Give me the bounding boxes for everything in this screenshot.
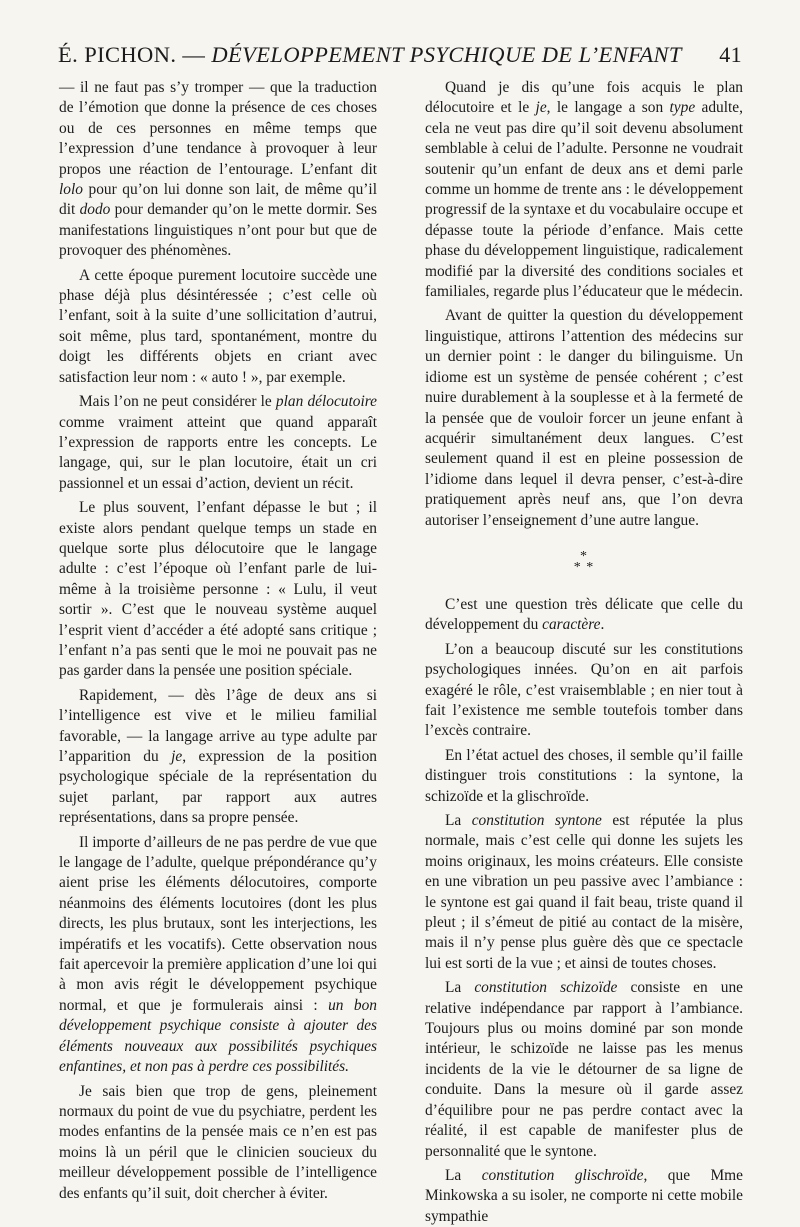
paragraph: Il importe d’ailleurs de ne pas perdre de vue que le langage de l’adulte, quelque prépondérance qu’y aient prise les éléments délocutoires, comporte néanmoins des éléments locutoires (dont les plus directs, les plus brutaux, sont les interjections, les impératifs et les vocatifs). Cette observation nous fait apercevoir la première application d’une loi qui à mon avis régit le développement psychique normal, et que je formulerais ainsi : un bon développement psychique consiste à ajouter des éléments nouveaux aux possibilités psychiques enfantines, et non pas à perdre ces possibilités.: [59, 833, 377, 1076]
right-column: [425, 78, 743, 1227]
page-number: 41: [719, 42, 742, 67]
paragraph: La constitution schizoïde consiste en une relative indépendance par rapport à l’ambiance. Toujours plus ou moins dominé par son monde intérieur, le schizoïde ne laisse pas les menus incidents de la vie le détourner de sa ligne de conduite. Dans la mesure où il garde assez d’équilibre pour ne pas perdre contact avec la réalité, il est capable de manifester plus de personnalité que le syntone.: [425, 979, 743, 1160]
paragraph: Le plus souvent, l’enfant dépasse le but ; il existe alors pendant quelque temps un stade en quelque sorte plus délocutoire que le langage adulte : c’est l’époque où l’enfant parle de lui-même à la troisième personne : « Lulu, il veut sortir ». C’est que le nouveau système auquel l’esprit vient d’accéder a été adopté sans critique ; l’enfant n’a pas senti que le moi ne pouvait pas ne pas garder dans la pensée une position spéciale.: [59, 499, 377, 680]
left-column: [59, 78, 377, 1204]
paragraph: C’est une question très délicate que celle du développement du caractère.: [425, 595, 743, 634]
header-article-title: DÉVELOPPEMENT PSYCHIQUE DE L’ENFANT: [211, 42, 682, 67]
paragraph: Avant de quitter la question du développement linguistique, attirons l’attention des médecins sur un dernier point : le danger du bilinguisme. Un idiome est un système de pensée cohérent ; c’est nuire durablement à la souplesse et à la fermeté de la pensée que de vouloir forcer un jeune enfant à acquérir simultanément deux langues. C’est seulement quand il est en pleine possession de l’idiome dans lequel il devra penser, c’est-à-dire pratiquement après neuf ans, que l’on devra autoriser l’enseignement d’une autre langue.: [425, 307, 743, 529]
paragraph: Je sais bien que trop de gens, pleinement normaux du point de vue du psychiatre, perdent les modes enfantins de la pensée mais ce n’en est pas moins là un péril que le clinicien soucieux du meilleur développement possible de l’intelligence des enfants qu’il suit, doit chercher à éviter.: [59, 1082, 377, 1202]
running-header: [58, 42, 742, 68]
paragraph: La constitution syntone est réputée la plus normale, mais c’est celle qui donne les sujets les moins originaux, les moins créateurs. Elle consiste en une vibration un peu passive avec l’ambiance : le syntone est gai quand il fait beau, triste quand il pleut ; il s’émeut de pitié au contact de la misère, mais il n’y pense plus guère dès que ce spectacle lui est sorti de la vue ; et ainsi de toutes choses.: [425, 812, 743, 972]
section-separator-asterism: * * *: [573, 548, 595, 575]
paragraph: En l’état actuel des choses, il semble qu’il faille distinguer trois constitutions : la syntone, la schizoïde et la glischroïde.: [425, 746, 743, 805]
paragraph: La constitution glischroïde, que Mme Minkowska a su isoler, ne comporte ni cette mobile sympathie: [425, 1166, 743, 1225]
paragraph: L’on a beaucoup discuté sur les constitutions psychologiques innées. Qu’on en ait parfois exagéré le rôle, c’est vraisemblable ; en nier tout à fait l’existence me semble toutefois tomber dans l’excès contraire.: [425, 640, 743, 740]
header-author: É. PICHON. —: [58, 42, 212, 67]
paragraph: — il ne faut pas s’y tromper — que la traduction de l’émotion que donne la présence de ces choses ou de ces personnes en même temps que l’expression d’une tendance à provoquer à leur propos une réaction de l’entourage. L’enfant dit lolo pour qu’on lui donne son lait, de même qu’il dit dodo pour demander qu’on le mette dormir. Ses manifestations linguistiques n’ont pour but que de provoquer des phénomènes.: [59, 79, 377, 260]
paragraph: A cette époque purement locutoire succède une phase déjà plus désintéressée ; c’est celle où l’enfant, soit à la suite d’une sollicitation d’autrui, soit même, plus tard, spontanément, montre du doigt les différents objets en criant avec satisfaction leur nom : « auto ! », par exemple.: [59, 266, 377, 386]
header-title: [58, 42, 682, 68]
paragraph: Mais l’on ne peut considérer le plan délocutoire comme vraiment atteint que quand apparaît l’expression de rapports entre les concepts. Le langage, qui, sur le plan locutoire, était un cri passionnel et un essai d’action, devient un récit.: [59, 393, 377, 492]
paragraph: Quand je dis qu’une fois acquis le plan délocutoire et le je, le langage a son type adulte, cela ne veut pas dire qu’il soit devenu absolument semblable à celui de l’adulte. Personne ne voudrait soutenir qu’un enfant de deux ans et demi parle comme un homme de trente ans : le développement progressif de la syntaxe et du vocabulaire occupe et dépasse toute la période d’enfance. Mais cette phase du développement linguistique, radicalement modifié par la diversité des conditions sociales et familiales, regarde plus l’éducateur que le médecin.: [425, 79, 743, 301]
paragraph: Rapidement, — dès l’âge de deux ans si l’intelligence est vive et le milieu familial favorable, — la langage arrive au type adulte par l’apparition du je, expression de la position psychologique spéciale de la représentation du sujet parlant, par rapport aux autres représentations, dans sa propre pensée.: [59, 686, 377, 827]
